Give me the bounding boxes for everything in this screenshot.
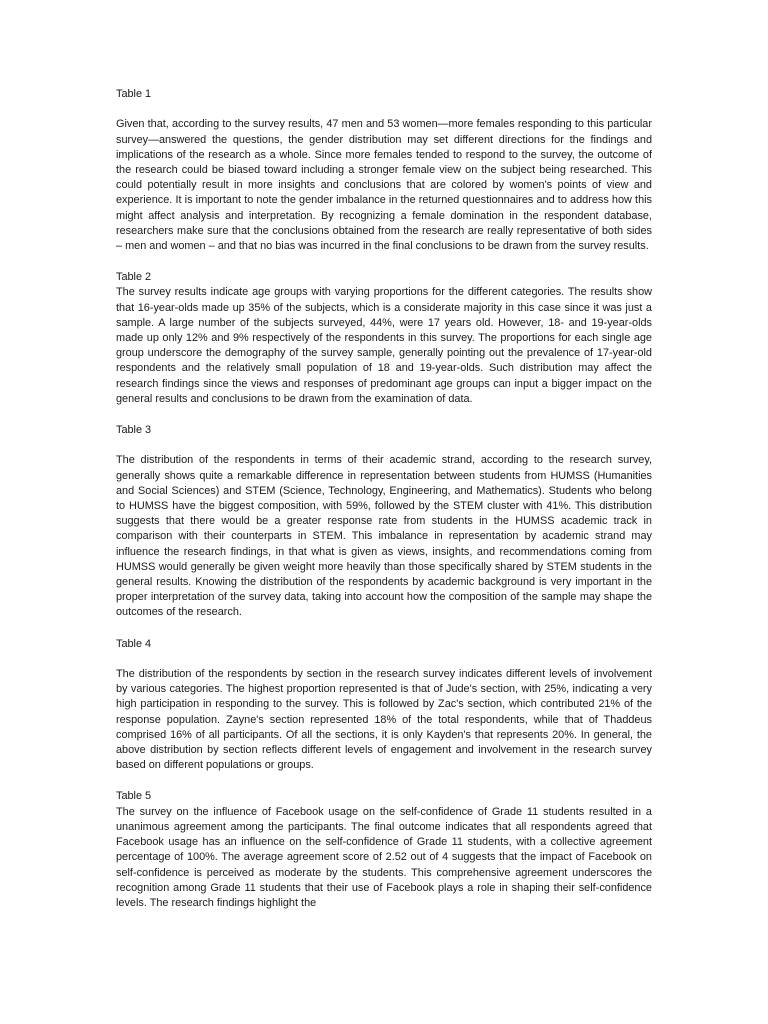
table-5-heading: Table 5 xyxy=(116,790,152,803)
table-2-paragraph: The survey results indicate age groups with varying proportions for the different categories. The results show that 16-year-olds made up 35% of the subjects, which is a considerate majority in this case since it was just a sample. A large number of the subjects surveyed, 44%, were 17 years old. However, 18- and 19-year-olds made up only 12% and 9% respectively of the respondents in this survey. The proportions for each single age group underscore the demography of the survey sample, generally pointing out the prevalence of 17-year-old respondents and the relatively small population of 18 and 19-year-olds. Such distribution may affect the research findings since the views and responses of predominant age groups can input a bigger impact on the general results and conclusions to be drawn from the examination of data. xyxy=(116,286,652,405)
table-5-paragraph: The survey on the influence of Facebook usage on the self-confidence of Grade 11 students resulted in a unanimous agreement among the participants. The final outcome indicates that all respondents agreed that Facebook usage has an influence on the self-confidence of Grade 11 students, with a collective agreement percentage of 100%. The average agreement score of 2.52 out of 4 suggests that the impact of Facebook on self-confidence is perceived as moderate by the students. This comprehensive agreement underscores the recognition among Grade 11 students that their use of Facebook plays a role in shaping their self-confidence levels. The research findings highlight the xyxy=(116,805,652,909)
document-content xyxy=(116,87,652,911)
table-4-paragraph: The distribution of the respondents by section in the research survey indicates different levels of involvement by various categories. The highest proportion represented is that of Jude's section, with 25%, indicating a very high participation in responding to the survey. This is followed by Zac's section, which contributed 21% of the response population. Zayne's section represented 18% of the total respondents, while that of Thaddeus comprised 16% of all participants. Of all the sections, it is only Kayden's that represents 20%. In general, the above distribution by section reflects different levels of engagement and involvement in the research survey based on different populations or groups. xyxy=(116,668,652,772)
table-1-paragraph: Given that, according to the survey results, 47 men and 53 women—more females responding to this particular survey—answered the questions, the gender distribution may set different directions for the findings and implications of the research as a whole. Since more females tended to respond to the survey, the outcome of the research could be biased toward including a stronger female view on the subject being researched. This could potentially result in more insights and conclusions that are colored by women's points of view and experience. It is important to note the gender imbalance in the returned questionnaires and to address how this might affect analysis and interpretation. By recognizing a female domination in the respondent database, researchers make sure that the conclusions obtained from the research are really representative of both sides – men and women – and that no bias was incurred in the final conclusions to be drawn from the survey results. xyxy=(116,118,652,253)
table-1-heading: Table 1 xyxy=(116,88,152,100)
table-4-heading: Table 4 xyxy=(116,637,152,650)
table-3-heading: Table 3 xyxy=(116,424,152,437)
table-3-paragraph: The distribution of the respondents in terms of their academic strand, according to the research survey, generally shows quite a remarkable difference in representation between students from HUMSS (Humanities and Social Sciences) and STEM (Science, Technology, Engineering, and Mathematics). Students who belong to HUMSS have the biggest composition, with 59%, followed by the STEM cluster with 41%. This distribution suggests that there would be a greater response rate from students in the HUMSS academic track in comparison with their counterparts in STEM. This imbalance in representation by academic strand may influence the research findings, in that what is given as views, insights, and recommendations coming from HUMSS would generally be given weight more heavily than those specifically shared by STEM students in the general results. Knowing the distribution of the respondents by academic background is very important in the proper interpretation of the survey data, taking into account how the composition of the sample may shape the outcomes of the research. xyxy=(116,454,652,619)
table-2-heading: Table 2 xyxy=(116,271,152,284)
